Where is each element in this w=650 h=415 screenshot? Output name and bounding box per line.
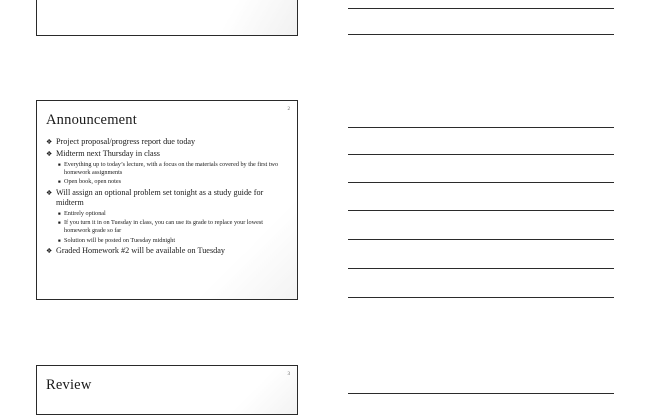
note-line (348, 8, 614, 9)
square-bullet-icon: ■ (58, 220, 61, 226)
list-item (56, 161, 287, 176)
list-item (56, 219, 287, 234)
list-item (46, 149, 287, 186)
list-item-text: Everything up to today’s lecture, with a focus on the materials covered by the first two homework assignments (64, 161, 279, 176)
note-line (348, 268, 614, 269)
note-line (348, 127, 614, 128)
list-item-text: Will assign an optional problem set tonight as a study guide for midterm (56, 187, 264, 207)
square-bullet-icon: ■ (58, 210, 61, 216)
square-bullet-icon: ■ (58, 237, 61, 243)
note-line (348, 34, 614, 35)
sub-bullet-list (56, 161, 287, 186)
slide-title: Announcement (46, 112, 137, 128)
note-line (348, 297, 614, 298)
square-bullet-icon: ■ (58, 162, 61, 167)
slide-number: 3 (287, 372, 290, 377)
list-item-text: Midterm next Thursday in class (56, 149, 160, 158)
diamond-bullet-icon: ❖ (46, 150, 53, 158)
list-item (56, 237, 287, 245)
list-item-text: Entirely optional (64, 209, 106, 217)
list-item (56, 178, 287, 186)
list-item-text: Project proposal/progress report due today (56, 137, 196, 146)
slide-title: Review (46, 377, 92, 393)
list-item (46, 246, 287, 256)
slide-announcement (36, 100, 298, 300)
square-bullet-icon: ■ (58, 179, 61, 185)
slide-previous (36, 0, 298, 36)
list-item-text: Graded Homework #2 will be available on Tuesday (56, 246, 225, 256)
note-line (348, 210, 614, 211)
bullet-list (46, 137, 287, 256)
diamond-bullet-icon: ❖ (46, 138, 53, 146)
list-item (46, 188, 287, 244)
slide-number: 2 (287, 107, 290, 112)
list-item (46, 137, 287, 147)
sub-bullet-list (56, 210, 287, 244)
note-line (348, 393, 614, 394)
list-item-text: If you turn it in on Tuesday in class, you can use its grade to replace your lowest homework grade so far (64, 219, 263, 234)
diamond-bullet-icon: ❖ (46, 247, 53, 256)
diamond-bullet-icon: ❖ (46, 188, 53, 197)
list-item (56, 210, 287, 218)
note-line (348, 239, 614, 240)
slide-review (36, 365, 298, 415)
note-line (348, 182, 614, 183)
list-item-text: Solution will be posted on Tuesday midnight (64, 236, 176, 244)
note-line (348, 154, 614, 155)
list-item-text: Open book, open notes (64, 178, 122, 186)
